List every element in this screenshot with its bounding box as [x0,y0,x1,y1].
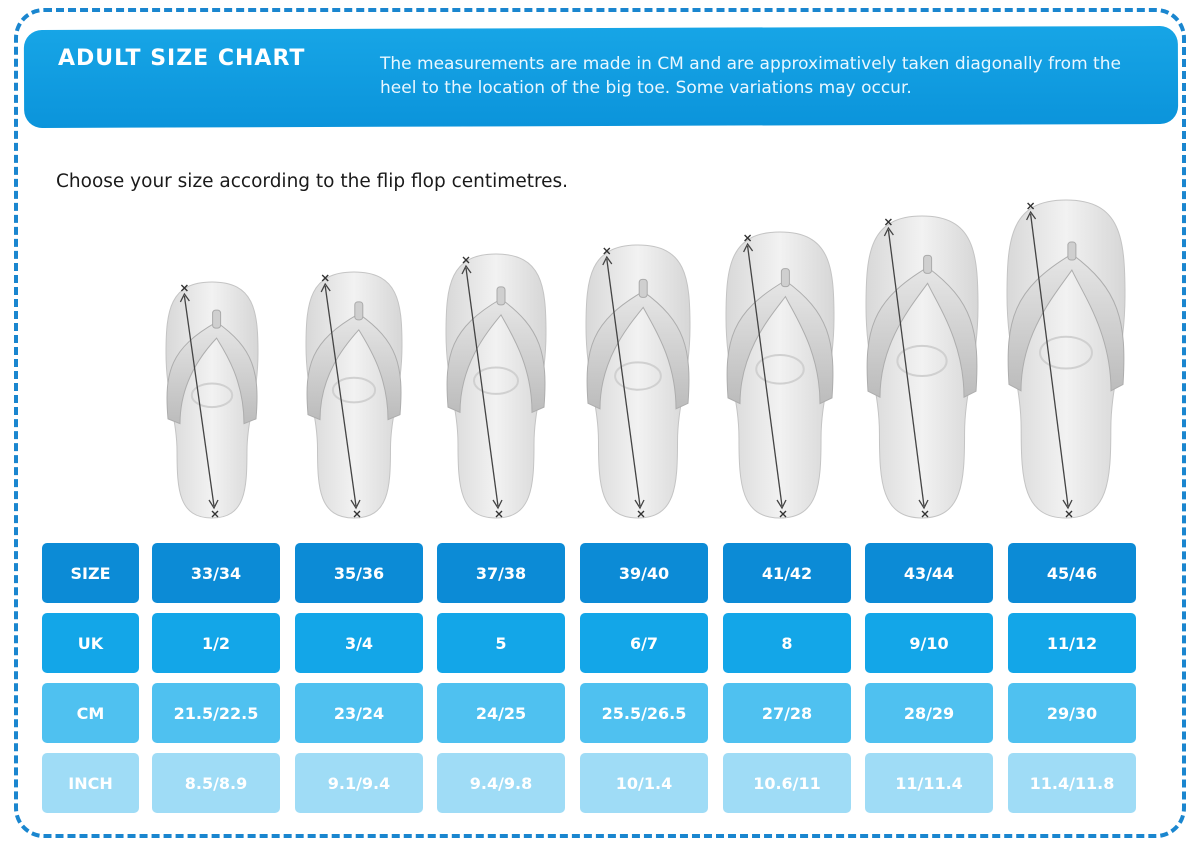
table-cell-size: 35/36 [295,543,423,603]
table-cell-uk: 9/10 [865,613,993,673]
flip-flop-icon [446,254,546,518]
table-cell-size: 41/42 [723,543,851,603]
table-cell-cm: 23/24 [295,683,423,743]
table-cell-size: 45/46 [1008,543,1136,603]
table-cell-uk: 8 [723,613,851,673]
row-header-inch: INCH [42,753,139,813]
table-cell-inch: 11.4/11.8 [1008,753,1136,813]
measurement-note: The measurements are made in CM and are approximatively taken diagonally from the heel to the location of the big toe. Some variations may occur. [380,54,1121,98]
row-header-uk: UK [42,613,139,673]
table-cell-cm: 27/28 [723,683,851,743]
table-cell-uk: 3/4 [295,613,423,673]
flip-flop-icon [726,232,834,518]
table-cell-cm: 29/30 [1008,683,1136,743]
page-title: ADULT SIZE CHART [58,46,306,71]
table-cell-cm: 24/25 [437,683,565,743]
table-cell-cm: 25.5/26.5 [580,683,708,743]
table-cell-uk: 5 [437,613,565,673]
table-cell-inch: 10.6/11 [723,753,851,813]
table-cell-uk: 11/12 [1008,613,1136,673]
table-cell-inch: 10/1.4 [580,753,708,813]
table-cell-size: 33/34 [152,543,280,603]
table-cell-inch: 8.5/8.9 [152,753,280,813]
flip-flop-icon [166,282,258,518]
table-cell-uk: 1/2 [152,613,280,673]
table-cell-size: 43/44 [865,543,993,603]
table-cell-size: 39/40 [580,543,708,603]
table-cell-inch: 9.1/9.4 [295,753,423,813]
flip-flop-icon [306,272,402,518]
row-header-cm: CM [42,683,139,743]
instruction-text: Choose your size according to the flip flop centimetres. [56,171,569,192]
table-cell-inch: 11/11.4 [865,753,993,813]
table-cell-cm: 28/29 [865,683,993,743]
flip-flop-icon [586,245,690,518]
row-header-size: SIZE [42,543,139,603]
table-cell-size: 37/38 [437,543,565,603]
flip-flop-icon [866,216,978,518]
table-cell-uk: 6/7 [580,613,708,673]
table-cell-inch: 9.4/9.8 [437,753,565,813]
flip-flop-icon [1007,200,1125,518]
table-cell-cm: 21.5/22.5 [152,683,280,743]
